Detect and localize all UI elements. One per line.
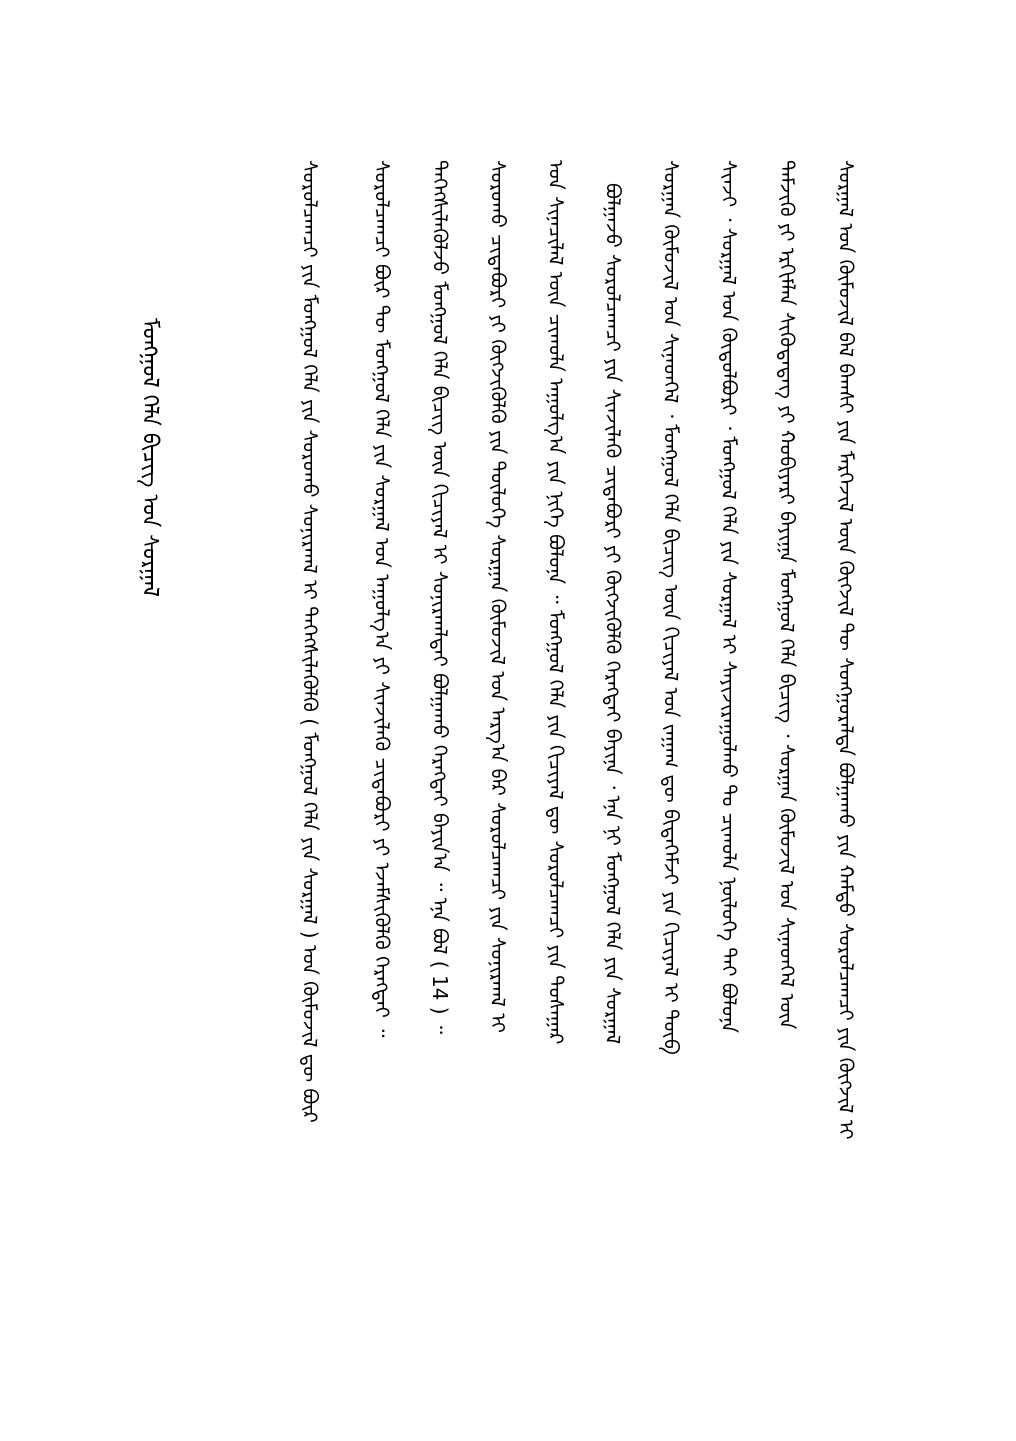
text-line-4: ᠰᠤᠷᠭᠠᠨ ᠬᠦᠮᠦᠵᠢᠯ ᠤᠨ ᠰᠢᠨᠡᠳᠭᠡᠯ ᠂ ᠮᠣᠩᠭᠣᠯ ᠬᠡᠯᠡ ᠪᠢᠴᠢᠭ ᠦᠨ ᠬᠢᠴᠢᠶᠡᠯ ᠤᠨ ᠵᠠᠭᠠᠭ ᠳᠦ ᠪᠢᠲᠡᠭᠡᠮᠵᠢ ᠶᠢᠨ ᠬᠢᠴᠢᠶᠡᠯ ᠢ ᠲᠥᠪ bbox=[659, 160, 683, 1055]
text-line-7: ᠰᠤᠷᠤᠬᠤ ᠴᠢᠳᠠᠪᠤᠷᠢ ᠶᠢ ᠬᠥᠭᠵᠢᠭᠦᠯᠬᠦ ᠶᠢᠨ ᠲᠥᠯᠦᠭᠡ ᠰᠤᠷᠭᠠᠨ ᠬᠦᠮᠦᠵᠢᠯ ᠤᠨ ᠠᠷᠭ᠎ᠠ ᠪᠠᠷ ᠰᠤᠷᠤᠯᠴᠠᠭᠴᠢ ᠶᠢᠨ ᠰᠣᠨᠢᠷᠬᠠᠯ ᠢ bbox=[486, 160, 510, 1034]
text-line-8: ᠳᠡᠭᠡᠭᠰᠢᠯᠡᠭᠦᠯᠵᠦ ᠮᠣᠩᠭᠣᠯ ᠬᠡᠯᠡ ᠪᠢᠴᠢᠭ ᠦᠨ ᠬᠢᠴᠢᠶᠡᠯ ᠢ ᠰᠣᠨᠢᠷᠬᠠᠯᠲᠠᠢ ᠪᠣᠯᠭᠠᠬᠤ ᠬᠡᠷᠡᠭᠲᠡᠢ ᠪᠠᠶᠢᠨ᠎ᠠ ᠃ ᠡᠨᠡ ᠪᠣᠯ ( 14 ) ᠃ bbox=[428, 160, 452, 1035]
text-line-1: ᠰᠤᠷᠭᠠᠯ ᠤᠨ ᠬᠦᠮᠦᠵᠢᠯ ᠪᠡᠯ ᠪᠠᠭᠰᠢ ᠶᠢᠨ ᠮᠡᠷᠭᠡᠵᠢᠯ ᠦᠨ ᠬᠥᠭᠵᠢᠯ ᠲᠦ ᠰᠣᠩᠭᠣᠷᠠᠯᠲᠠ ᠪᠣᠯᠭᠠᠬᠤ ᠶᠢᠨ ᠬᠠᠮᠲᠤ ᠰᠤᠷᠤᠯᠴᠠᠭᠴᠢ ᠶᠢᠨ ᠬᠥᠭᠵᠢᠯ ᠢ bbox=[834, 160, 858, 1140]
text-line-9: ᠰᠤᠷᠤᠯᠴᠠᠭᠴᠢ ᠪᠦᠷ ᠲᠦ ᠮᠣᠩᠭᠣᠯ ᠬᠡᠯᠡ ᠶᠢᠨ ᠰᠤᠷᠭᠠᠯ ᠤᠨ ᠠᠭᠤᠯᠭ᠎ᠠ ᠶᠢ ᠰᠢᠨᠵᠢᠯᠡᠬᠦ ᠴᠢᠳᠠᠪᠤᠷᠢ ᠶᠢ ᠡᠵᠡᠮᠰᠢᠭᠦᠯᠬᠦ ᠬᠡᠷᠡᠭᠲᠡᠢ ᠃ bbox=[370, 160, 394, 1038]
text-line-2: ᠳᠡᠮᠵᠢᠬᠦ ᠶᠢ ᠡᠷᠬᠢᠮᠯᠡᠨ ᠰᠢᠭᠦᠳᠡᠳᠡᠭ ᠶᠢ ᠬᠤᠪᠢᠶᠠᠷᠢ ᠪᠠᠶᠢᠭᠠ ᠮᠣᠩᠭᠣᠯ ᠬᠡᠯᠡ ᠪᠢᠴᠢᠭ ᠂ ᠰᠤᠷᠭᠠᠨ ᠬᠦᠮᠦᠵᠢᠯ ᠤᠨ ᠰᠢᠨᠡᠳᠭᠡᠯ ᠦᠨ bbox=[775, 160, 799, 1030]
page-title: ᠮᠣᠩᠭᠣᠯ ᠬᠡᠯᠡ ᠪᠢᠴᠢᠭ ᠤᠨ ᠰᠤᠷᠭᠠᠯ bbox=[137, 318, 162, 597]
text-line-5: ᠪᠣᠯᠭᠠᠵᠤ ᠰᠤᠷᠤᠯᠴᠠᠭᠴᠢ ᠶᠢᠨ ᠰᠢᠨᠵᠢᠯᠡᠬᠦ ᠴᠢᠳᠠᠪᠤᠷᠢ ᠶᠢ ᠬᠥᠭᠵᠢᠭᠦᠯᠬᠦ ᠬᠡᠷᠡᠭᠲᠡᠢ ᠪᠠᠶᠢᠨᠠ ᠂ ᠡᠨᠡ ᠨᠢ ᠮᠣᠩᠭᠣᠯ ᠬᠡᠯᠡ ᠶᠢᠨ ᠰᠤᠷᠭᠠᠯ bbox=[601, 183, 625, 1045]
text-line-3: ᠰᠢᠨᠵᠢ ᠂ ᠰᠤᠷᠭᠠᠯ ᠤᠨ ᠬᠥᠲᠥᠯᠪᠦᠷᠢ ᠂ ᠮᠣᠩᠭᠣᠯ ᠬᠡᠯᠡ ᠶᠢᠨ ᠰᠤᠷᠭᠠᠯ ᠢ ᠰᠠᠶᠢᠵᠢᠷᠠᠭᠤᠯᠬᠤ ᠲᠤ ᠴᠢᠬᠤᠯᠠ ᠨᠥᠯᠦᠭᠡ ᠲᠡᠢ ᠪᠣᠯᠤᠨᠠ bbox=[717, 160, 741, 1033]
text-line-6: ᠤᠨ ᠰᠢᠨᠡᠴᠢᠯᠡᠯ ᠦᠨ ᠴᠢᠬᠤᠯᠠ ᠠᠭᠤᠯᠭ᠎ᠠ ᠶᠢᠨ ᠨᠢᠭᠡ ᠪᠣᠯᠤᠨᠠ ᠃ ᠮᠣᠩᠭᠣᠯ ᠬᠡᠯᠡ ᠶᠢᠨ ᠬᠢᠴᠢᠶᠡᠯ ᠳᠦ ᠰᠤᠷᠤᠯᠴᠠᠭᠴᠢ ᠶᠢᠨ ᠲᠤᠰᠠᠭᠠᠷ bbox=[544, 160, 568, 1045]
text-line-10: ᠰᠤᠷᠤᠯᠴᠠᠭᠴᠢ ᠶᠢᠨ ᠮᠣᠩᠭᠣᠯ ᠬᠡᠯᠡ ᠶᠢᠨ ᠰᠤᠷᠤᠬᠤ ᠰᠣᠨᠢᠷᠬᠠᠯ ᠢ ᠳᠡᠭᠡᠭᠰᠢᠯᠡᠭᠦᠯᠬᠦ ( ᠮᠣᠩᠭᠣᠯ ᠬᠡᠯᠡ ᠶᠢᠨ ᠰᠤᠷᠭᠠᠯ ) ᠤᠨ ᠬᠦᠮᠦᠵᠢᠯ ᠳᠦ ᠪᠦᠷ bbox=[298, 160, 322, 1123]
